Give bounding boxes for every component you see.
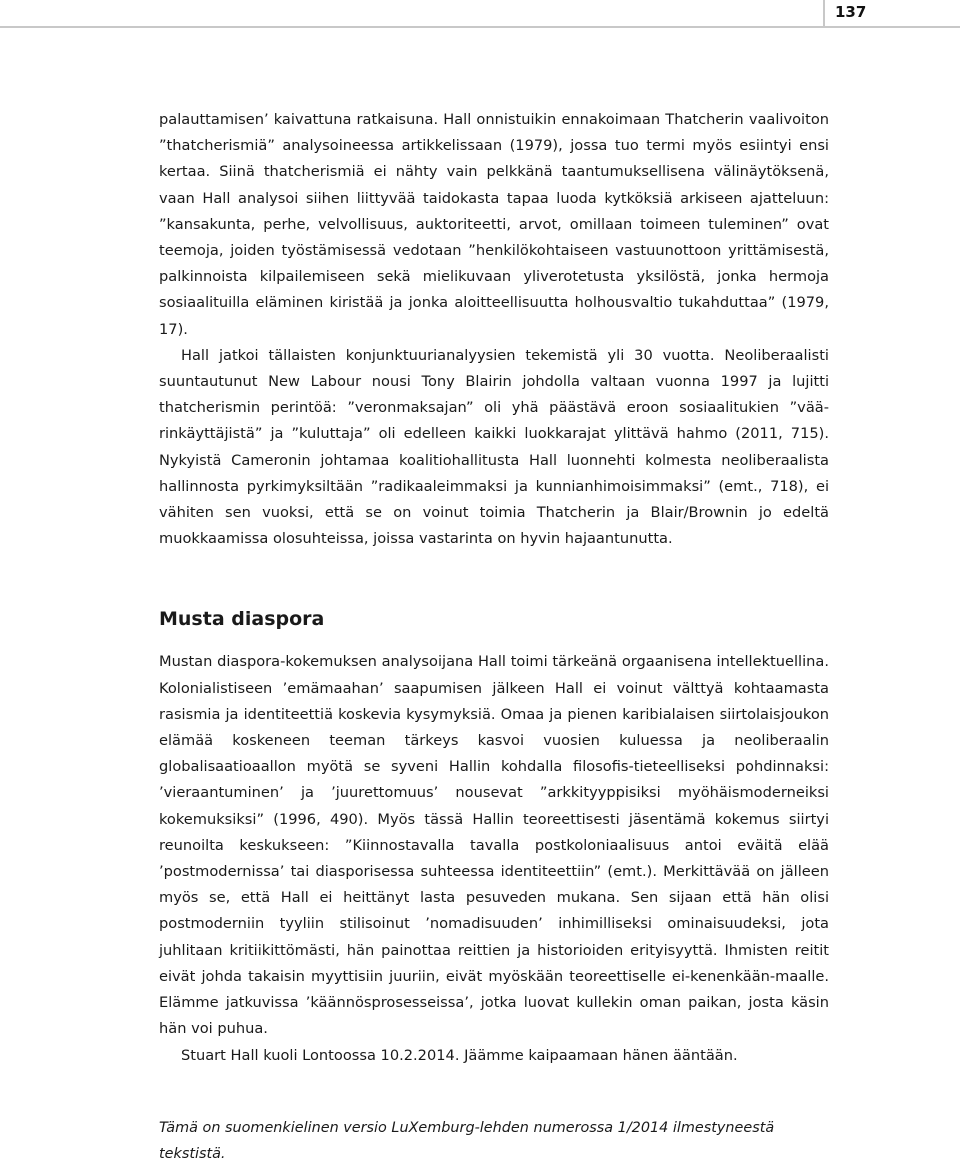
paragraph-section-1: Mustan diaspora-kokemuksen analysoijana Hall toimi tärkeänä orgaanisena intellektuellina. Kolonialistiseen ’emämaahan’ saapumisen jälkeen Hall ei voinut välttyä kohtaamasta rasismia ja identiteettiä koskevia kysymyksiä. Omaa ja pienen karibialaisen siirtolaisjoukon elämää koskeneen teeman tärkeys kasvoi vuosien kuluessa ja neoliberaalin globalisaatioaallon myötä se syveni Hallin kohdalla filosofis-tieteelliseksi pohdinnaksi: ’vieraantuminen’ ja ’juurettomuus’ nousevat ”arkkityyppisiksi myöhäismoderneiksi kokemuksiksi” (1996, 490). Myös tässä Hallin teoreettisesti jäsentämä kokemus siirtyi reunoilta keskukseen: ”Kiinnostavalla tavalla postkoloniaalisuus antoi eväitä elää ’postmodernissa’ tai diasporisessa suhteessa identiteettiin” (emt.). Merkittävää on jälleen myös se, että Hall ei heittänyt lasta pesuveden mukana. Sen sijaan että hän olisi postmoderniin tyyliin stilisoinut ’nomadisuuden’ inhimilliseksi ominaisuudeksi, jota juhlitaan kritiikittömästi, hän painottaa reittien ja historioiden erityisyyttä. Ihmisten reitit eivät johda takaisin myyttisiin juuriin, eivät myöskään teoreettiselle ei-kenenkään-maalle. Elämme jatkuvissa ’käännösprosesseissa’, jotka luovat kullekin oman paikan, josta käsin hän voi puhua.	[159, 653, 829, 1038]
article-body	[159, 107, 829, 1167]
paragraph-section-2: Stuart Hall kuoli Lontoossa 10.2.2014. Jäämme kaipaamaan hänen ääntään.	[181, 1046, 738, 1064]
header-rule	[0, 26, 960, 28]
paragraph-intro-2: Hall jatkoi tällaisten konjunktuurianalyysien tekemistä yli 30 vuotta. Neoliberaalisti suuntautunut New Labour nousi Tony Blairin johdolla valtaan vuonna 1997 ja lujitti thatcherismin perintöä: ”veronmaksajan” oli yhä päästävä eroon sosiaalitukien ”väärinkäyttäjistä” ja ”kuluttaja” oli edelleen kaikki luokkarajat ylittävä hahmo (2011, 715). Nykyistä Cameronin johtamaa koalitiohallitusta Hall luonnehti kolmesta neoliberaalista hallinnosta pyrkimyksiltään ”radikaaleimmaksi ja kunnianhimoisimmaksi” (emt., 718), ei vähiten sen vuoksi, että se on voinut toimia Thatcherin ja Blair/Brownin jo edeltä muokkaamissa olosuhteissa, joissa vastarinta on hyvin hajaantunutta.	[159, 346, 829, 548]
page-number-divider	[823, 0, 825, 28]
footnote: Tämä on suomenkielinen versio LuXemburg-lehden numerossa 1/2014 ilmestyneestä tekstistä.	[159, 1119, 775, 1162]
paragraph-intro-1: palauttamisen’ kaivattuna ratkaisuna. Hall onnistuikin ennakoimaan Thatcherin vaalivoiton ”thatcherismiä” analysoineessa artikkelissaan (1979), jossa tuo termi myös esiintyi ensi kertaa. Siinä thatcherismiä ei nähty vain pelkkänä taantumuksellisena välinäytöksenä, vaan Hall analysoi siihen liittyvää taidokasta tapaa luoda kytköksiä arkiseen ajatteluun: ”kansakunta, perhe, velvollisuus, auktoriteetti, arvot, omillaan toimeen tuleminen” ovat teemoja, joiden työstämisessä vedotaan ”henkilökohtaiseen vastuunottoon yrittämisestä, palkinnoista kilpailemiseen sekä mielikuvaan yliverotetusta yksilöstä, jonka hermoja sosiaalituilla eläminen kiristää ja jonka aloitteellisuutta holhousvaltio tukahduttaa” (1979, 17).	[159, 111, 829, 338]
section-heading: Musta diaspora	[159, 608, 325, 631]
page-number: 137	[835, 3, 867, 21]
